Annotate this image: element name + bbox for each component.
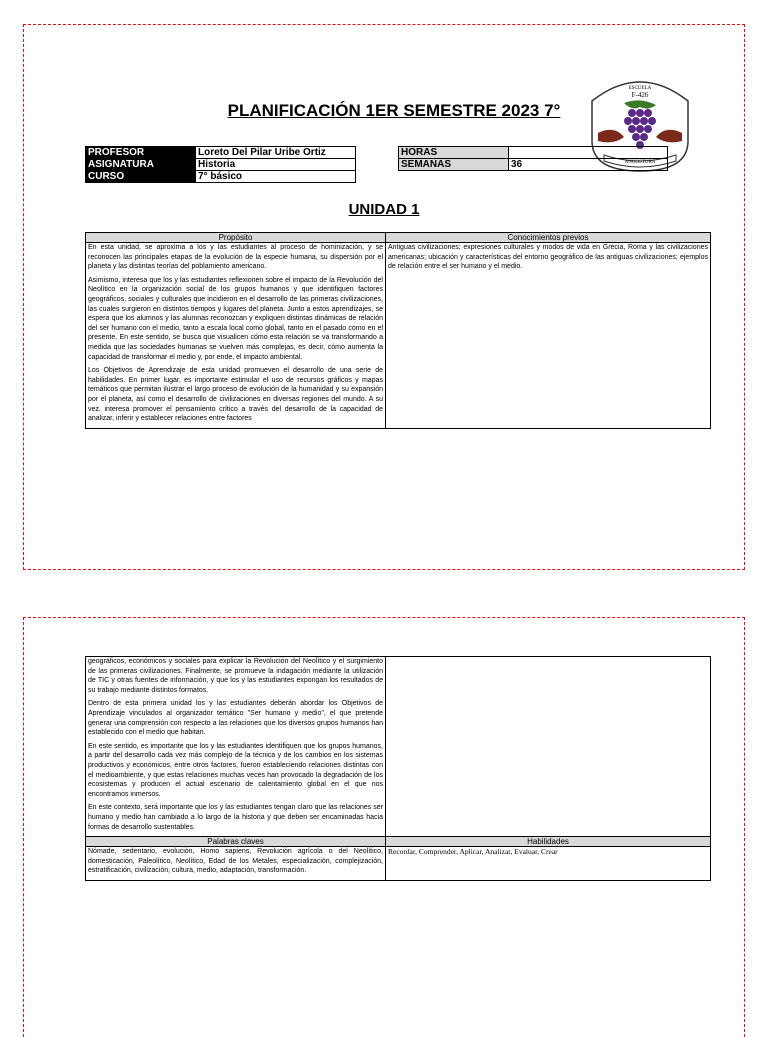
info-row-semanas xyxy=(399,159,668,171)
continuation-paragraph-3: En este sentido, es importante que los y las estudiantes identifiquen que los grupos humanos, a partir del desarrollo cada vez más complejo de la técnica y de los cambios en los sistemas productivos y económicos, entre otros factores, fueron estableciendo relaciones distintas con el medioambiente, y que estas relaciones muchas veces han provocado la degradación de los ecosistemas y producen el actual escenario de calentamiento global en el que nos encontramos inmersos. xyxy=(88,742,383,798)
label-semanas: SEMANAS xyxy=(399,159,509,171)
proposito-paragraph-1: En esta unidad, se aproxima a los y las estudiantes al proceso de hominización, y se reconocen las principales etapas de la evolución de la especie humana, su dispersión por el planeta y las distintas teorías del poblamiento americano. xyxy=(88,244,383,271)
proposito-paragraph-3: Los Objetivos de Aprendizaje de esta unidad promueven el desarrollo de una serie de habilidades. En primer lugar, es importante estimular el uso de recursos gráficos y mapas temáticos que permitan ilustrar el largo proceso de evolución de la humanidad y su expansión por el planeta, así como el desarrollo de civilizaciones en diversas regiones del mundo. A su vez, interesa promover el pensamiento crítico a través del desarrollo de la capacidad de analizar, inferir y establecer relaciones entre factores xyxy=(88,367,383,423)
unit-table-continuation xyxy=(85,656,711,881)
value-curso: 7° básico xyxy=(196,171,356,183)
proposito-paragraph-2: Asimismo, interesa que los y las estudiantes reflexionen sobre el impacto de la Revolución del Neolítico en la organización social de los grupos humanos y que identifiquen factores geográficos, sociales y culturales que incidieron en el desarrollo de las primeras civilizaciones, las cuales surgieron en distintos tiempos y lugares del planeta. Junto a estos aprendizajes, se espera que los alumnos y las alumnas reconozcan y expliquen distintas dinámicas de relación del ser humano con el medio, tanto a escala local como global, tanto en el pasado como en el presente. En este sentido, se busca que visualicen cómo esta relación se va transformando a medida que las sociedades humanas se vuelven más complejas, es decir, cómo aumenta la capacidad de transformar el medio y, por ende, el impacto ambiental. xyxy=(88,276,383,361)
value-profesor: Loreto Del Pilar Uribe Ortiz xyxy=(196,147,356,159)
header-palabras-claves: Palabras claves xyxy=(86,837,386,847)
logo-code: F-426 xyxy=(631,91,649,99)
cell-conocimientos-previos-continued xyxy=(386,657,711,837)
info-row-horas xyxy=(399,147,668,159)
value-asignatura: Historia xyxy=(196,159,356,171)
label-profesor: PROFESOR xyxy=(86,147,196,159)
continuation-paragraph-4: En este contexto, será importante que los y las estudiantes tengan claro que las relaciones ser humano y medio han cambiado a lo largo de la historia y que deben ser encaminadas hacia formas de desarrollo sustentables. xyxy=(88,804,383,831)
info-row-asignatura xyxy=(86,159,356,171)
unit-title: UNIDAD 1 xyxy=(348,201,420,218)
header-habilidades: Habilidades xyxy=(386,837,711,847)
cell-habilidades xyxy=(386,847,711,881)
palabras-claves-text: Nómade, sedentario, evolución, Homo sapiens, Revolución agrícola o del Neolítico, domesticación, Paleolítico, Neolítico, Edad de los Metales, especialización, complejización, estratificación, civilización, cultura, medio, adaptación, transformación. xyxy=(88,848,383,875)
info-table-left xyxy=(85,146,356,183)
continuation-paragraph-1: geográficos, económicos y sociales para explicar la Revolución del Neolítico y el surgimiento de las primeras civilizaciones. Finalmente, se promueve la indagación mediante la utilización de TIC y otras fuentes de información, y que los y las estudiantes expongan los resultados de su trabajo mediante distintos formatos. xyxy=(88,658,383,694)
cell-proposito-continued xyxy=(86,657,386,837)
logo-bottom-text: ANGOSTURA xyxy=(624,160,656,165)
unit-table-proposito xyxy=(85,232,711,429)
label-asignatura: ASIGNATURA xyxy=(86,159,196,171)
continuation-paragraph-2: Dentro de esta primera unidad los y las estudiantes deberán abordar los Objetivos de Aprendizaje vinculados al organizador temático "Ser humano y medio", el que pretende generar una comprensión con respecto a las relaciones que los diversos grupos humanos han establecido con el medio que habitan. xyxy=(88,700,383,737)
info-table-right xyxy=(398,146,668,171)
cell-proposito xyxy=(86,243,386,429)
page-2 xyxy=(23,617,745,1037)
label-horas: HORAS xyxy=(399,147,509,159)
header-proposito: Propósito xyxy=(86,233,386,243)
info-row-curso xyxy=(86,171,356,183)
page-1 xyxy=(23,24,745,570)
habilidades-text: Recordar, Comprender, Aplicar, Analizar, Evaluar, Crear xyxy=(388,847,558,857)
label-curso: CURSO xyxy=(86,171,196,183)
document-title: PLANIFICACIÓN 1ER SEMESTRE 2023 7° xyxy=(227,101,561,120)
header-conocimientos-previos: Conocimientos previos xyxy=(386,233,711,243)
info-row-profesor xyxy=(86,147,356,159)
cell-conocimientos-previos xyxy=(386,243,711,429)
logo-top-text: ESCUELA xyxy=(628,86,652,91)
cell-palabras-claves xyxy=(86,847,386,881)
value-horas xyxy=(509,147,668,159)
conocimientos-previos-text: Antiguas civilizaciones; expresiones culturales y modos de vida en Grecia, Roma y las civilizaciones americanas; ubicación y características del entorno geográfico de las antiguas civilizaciones; ejemplos de relación entre el ser humano y el medio. xyxy=(388,244,708,271)
value-semanas: 36 xyxy=(509,159,668,171)
